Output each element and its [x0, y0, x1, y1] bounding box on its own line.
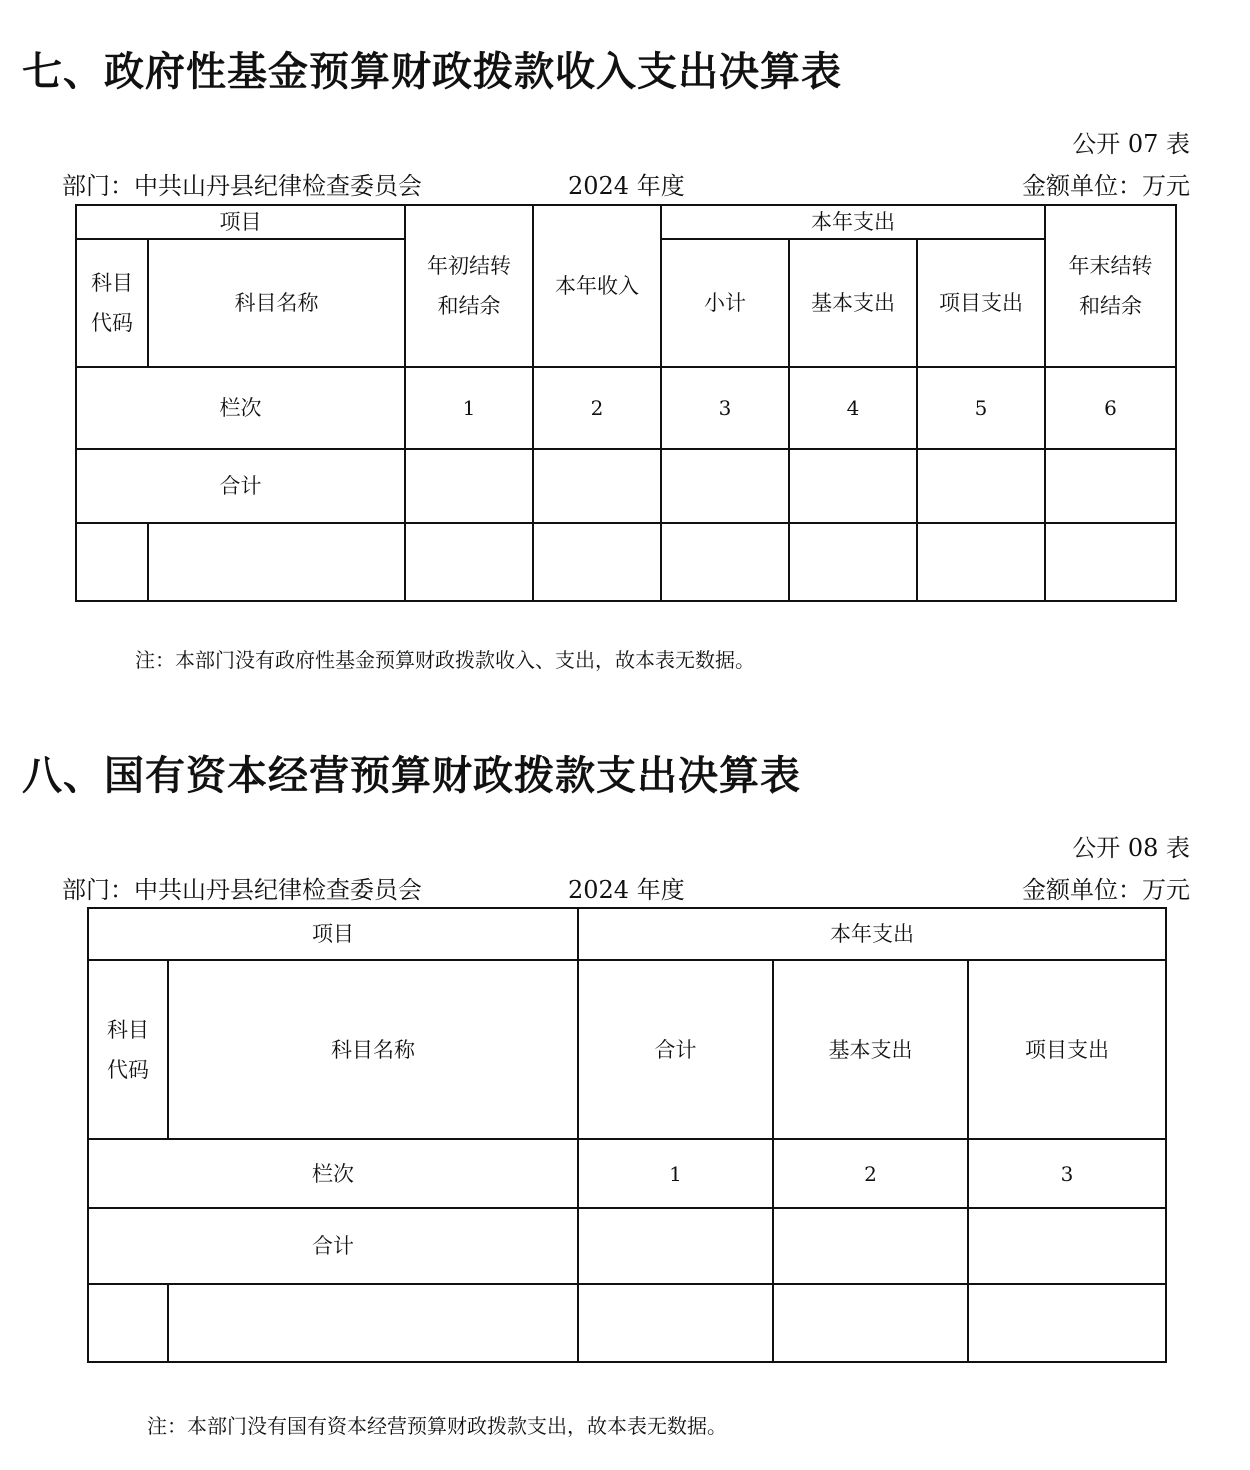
total-cell	[533, 449, 661, 523]
section8-title: 八、国有资本经营预算财政拨款支出决算表	[22, 753, 801, 799]
total-label: 合计	[76, 449, 405, 523]
section7-table	[75, 204, 1177, 602]
header-total: 合计	[578, 960, 773, 1139]
section8-year: 2024 年度	[568, 876, 685, 904]
empty-cell	[88, 1284, 168, 1362]
header-basic: 基本支出	[789, 239, 917, 367]
section8-note: 注：本部门没有国有资本经营预算财政拨款支出，故本表无数据。	[147, 1414, 727, 1438]
column-number: 2	[773, 1139, 968, 1208]
total-cell	[917, 449, 1045, 523]
header-project: 项目支出	[968, 960, 1166, 1139]
section8-table-code: 公开 08 表	[1072, 834, 1190, 862]
column-number: 3	[661, 367, 789, 449]
total-cell	[1045, 449, 1176, 523]
header-project: 项目支出	[917, 239, 1045, 367]
column-number: 4	[789, 367, 917, 449]
header-name: 科目名称	[168, 960, 578, 1139]
section7-unit: 金额单位：万元	[1022, 172, 1190, 200]
header-item: 项目	[88, 908, 578, 960]
empty-cell	[1045, 523, 1176, 601]
total-cell	[405, 449, 533, 523]
section7-year: 2024 年度	[568, 172, 685, 200]
section8-department: 部门：中共山丹县纪律检查委员会	[62, 876, 422, 904]
empty-cell	[968, 1284, 1166, 1362]
empty-cell	[661, 523, 789, 601]
column-number: 6	[1045, 367, 1176, 449]
column-number-label: 栏次	[76, 367, 405, 449]
header-name: 科目名称	[148, 239, 405, 367]
header-expense: 本年支出	[578, 908, 1166, 960]
empty-cell	[578, 1284, 773, 1362]
column-number: 5	[917, 367, 1045, 449]
empty-cell	[168, 1284, 578, 1362]
total-cell	[968, 1208, 1166, 1284]
empty-cell	[148, 523, 405, 601]
section7-title: 七、政府性基金预算财政拨款收入支出决算表	[22, 49, 842, 95]
section7-note: 注：本部门没有政府性基金预算财政拨款收入、支出，故本表无数据。	[135, 648, 755, 672]
empty-cell	[76, 523, 148, 601]
empty-cell	[789, 523, 917, 601]
total-cell	[661, 449, 789, 523]
section7-department: 部门：中共山丹县纪律检查委员会	[62, 172, 422, 200]
column-number: 2	[533, 367, 661, 449]
section7-table-code: 公开 07 表	[1072, 130, 1190, 158]
total-label: 合计	[88, 1208, 578, 1284]
total-cell	[578, 1208, 773, 1284]
column-number: 3	[968, 1139, 1166, 1208]
empty-cell	[917, 523, 1045, 601]
header-income: 本年收入	[533, 205, 661, 367]
header-expense: 本年支出	[661, 205, 1045, 239]
column-number: 1	[578, 1139, 773, 1208]
empty-cell	[405, 523, 533, 601]
empty-cell	[533, 523, 661, 601]
header-code: 科目 代码	[76, 239, 148, 367]
header-carry-end: 年末结转 和结余	[1045, 205, 1176, 367]
empty-cell	[773, 1284, 968, 1362]
header-code: 科目 代码	[88, 960, 168, 1139]
section8-table	[87, 907, 1167, 1363]
total-cell	[789, 449, 917, 523]
column-number: 1	[405, 367, 533, 449]
header-carry-begin: 年初结转 和结余	[405, 205, 533, 367]
header-item: 项目	[76, 205, 405, 239]
total-cell	[773, 1208, 968, 1284]
section8-unit: 金额单位：万元	[1022, 876, 1190, 904]
header-subtotal: 小计	[661, 239, 789, 367]
header-basic: 基本支出	[773, 960, 968, 1139]
column-number-label: 栏次	[88, 1139, 578, 1208]
